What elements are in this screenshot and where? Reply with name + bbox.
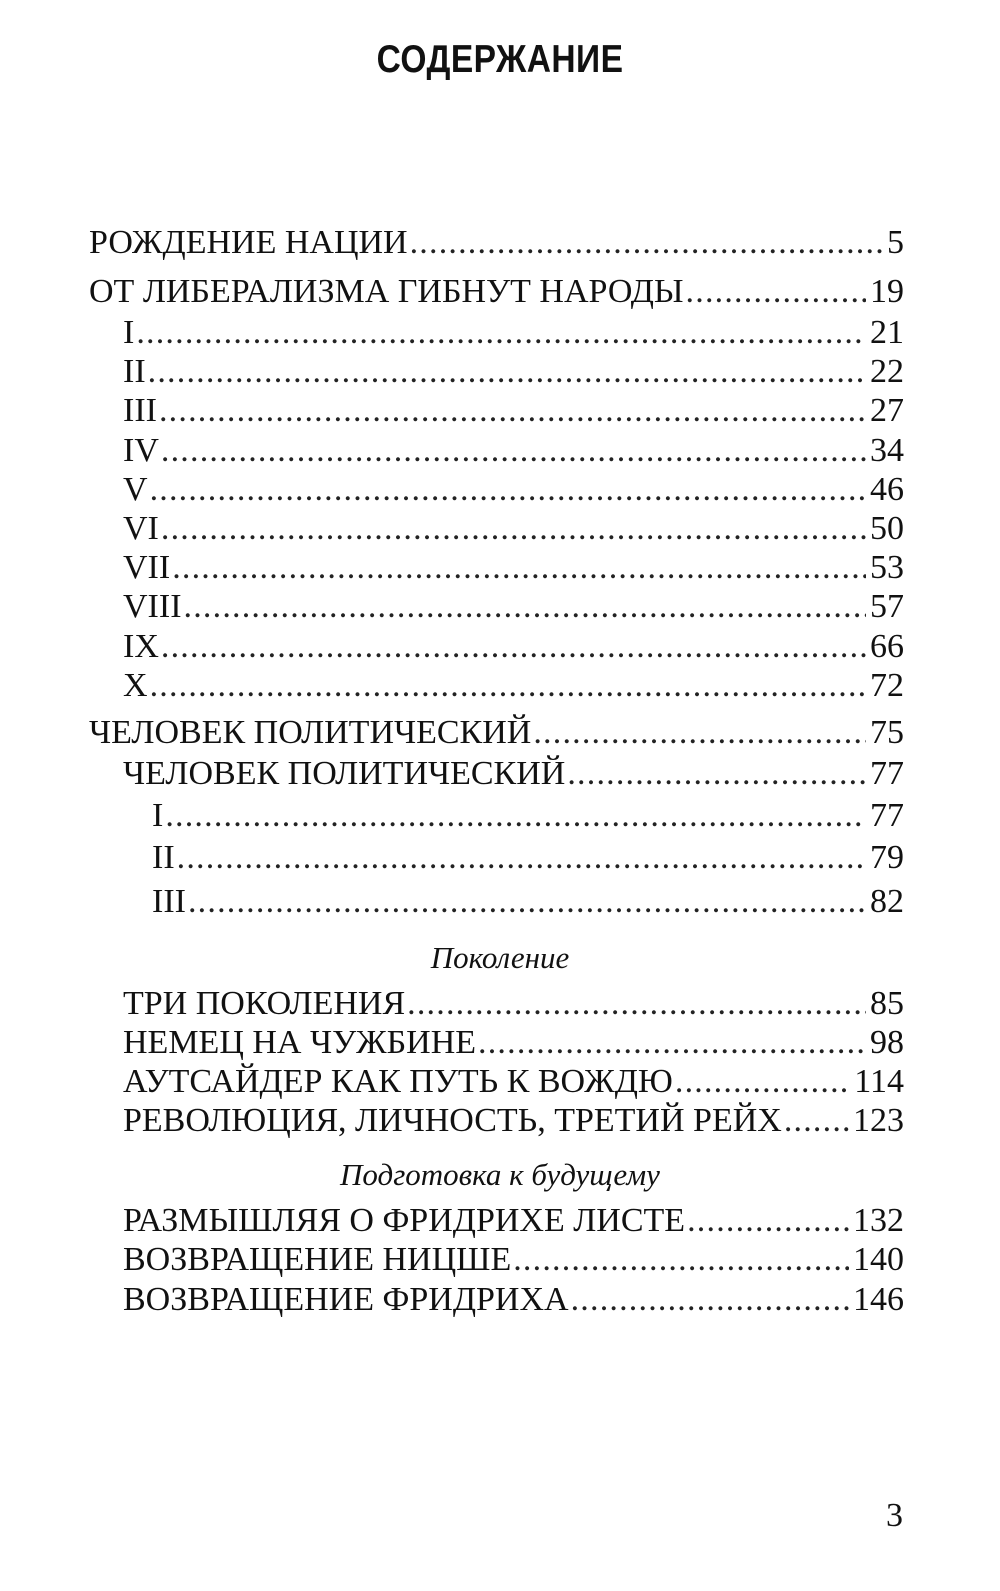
toc-entry[interactable]	[89, 270, 904, 314]
toc-entry-label: РЕВОЛЮЦИЯ, ЛИЧНОСТЬ, ТРЕТИЙ РЕЙХ	[123, 1102, 782, 1139]
dot-leader	[513, 1238, 849, 1282]
toc-entry-page: 75	[870, 714, 904, 751]
page-number: 3	[886, 1497, 903, 1534]
toc-entry-page: 21	[870, 314, 904, 351]
toc-entry-label: РАЗМЫШЛЯЯ О ФРИДРИХЕ ЛИСТЕ	[123, 1202, 686, 1239]
toc-entry-label: I	[152, 797, 164, 834]
toc-entry-page: 5	[887, 224, 904, 261]
page-title: СОДЕРЖАНИЕ	[376, 38, 624, 81]
toc-entry[interactable]	[123, 1238, 904, 1282]
toc-entry[interactable]	[123, 507, 904, 551]
toc-entry-page: 77	[870, 755, 904, 792]
dot-leader	[184, 585, 866, 629]
toc-entry[interactable]	[123, 625, 904, 669]
toc-entry[interactable]	[152, 836, 904, 880]
toc-entry-label: X	[123, 667, 148, 704]
toc-entry[interactable]	[123, 1021, 904, 1065]
toc-entry-label: V	[123, 471, 148, 508]
toc-entry-label: ВОЗВРАЩЕНИЕ НИЦШЕ	[123, 1241, 512, 1278]
toc-entry-page: 132	[853, 1202, 904, 1239]
dot-leader	[686, 270, 866, 314]
dot-leader	[533, 711, 866, 755]
toc-entry[interactable]	[123, 429, 904, 473]
toc-entry-page: 77	[870, 797, 904, 834]
toc-entry[interactable]	[123, 1060, 904, 1104]
toc-entry[interactable]	[123, 1278, 904, 1322]
section-heading: Подготовка к будущему	[340, 1157, 660, 1192]
toc-entry[interactable]	[123, 752, 904, 796]
toc-entry[interactable]	[123, 389, 904, 433]
toc-entry-label: ЧЕЛОВЕК ПОЛИТИЧЕСКИЙ	[89, 714, 532, 751]
dot-leader	[161, 507, 866, 551]
toc-entry-label: VIII	[123, 588, 182, 625]
toc-entry[interactable]	[123, 1199, 904, 1243]
toc-entry-page: 19	[870, 273, 904, 310]
dot-leader	[159, 389, 866, 433]
dot-leader	[161, 429, 866, 473]
toc-entry[interactable]	[123, 982, 904, 1026]
toc-entry-label: ЧЕЛОВЕК ПОЛИТИЧЕСКИЙ	[123, 755, 566, 792]
dot-leader	[150, 468, 866, 512]
toc-entry-label: VII	[123, 549, 171, 586]
toc-entry-page: 79	[870, 839, 904, 876]
dot-leader	[150, 664, 866, 708]
dot-leader	[478, 1021, 866, 1065]
toc-entry[interactable]	[123, 664, 904, 708]
toc-entry-page: 82	[870, 883, 904, 920]
toc-entry[interactable]	[123, 350, 904, 394]
toc-entry-label: III	[123, 392, 157, 429]
toc-entry-label: VI	[123, 510, 159, 547]
toc-entry[interactable]	[123, 311, 904, 355]
toc-entry[interactable]	[152, 794, 904, 838]
toc-entry-label: ТРИ ПОКОЛЕНИЯ	[123, 985, 406, 1022]
dot-leader	[410, 221, 883, 265]
toc-entry-page: 114	[854, 1063, 904, 1100]
toc-entry-label: IX	[123, 628, 159, 665]
toc-entry-page: 85	[870, 985, 904, 1022]
section-heading: Поколение	[430, 940, 570, 975]
dot-leader	[784, 1099, 849, 1143]
toc-entry-label: ОТ ЛИБЕРАЛИЗМА ГИБНУТ НАРОДЫ	[89, 273, 684, 310]
dot-leader	[177, 836, 866, 880]
toc-entry-page: 53	[870, 549, 904, 586]
toc-entry-label: II	[152, 839, 175, 876]
toc-entry-page: 57	[870, 588, 904, 625]
dot-leader	[165, 794, 866, 838]
dot-leader	[675, 1060, 850, 1104]
dot-leader	[148, 350, 866, 394]
toc-entry-label: IV	[123, 432, 159, 469]
dot-leader	[571, 1278, 849, 1322]
dot-leader	[188, 880, 866, 924]
toc-entry-label: II	[123, 353, 146, 390]
toc-entry-label: РОЖДЕНИЕ НАЦИИ	[89, 224, 408, 261]
toc-entry-page: 50	[870, 510, 904, 547]
toc-entry[interactable]	[152, 880, 904, 924]
dot-leader	[407, 982, 866, 1026]
toc-entry-page: 34	[870, 432, 904, 469]
toc-entry-page: 98	[870, 1024, 904, 1061]
toc-entry[interactable]	[89, 711, 904, 755]
dot-leader	[136, 311, 866, 355]
toc-entry[interactable]	[123, 1099, 904, 1143]
dot-leader	[161, 625, 866, 669]
toc-entry-page: 72	[870, 667, 904, 704]
toc-entry-label: АУТСАЙДЕР КАК ПУТЬ К ВОЖДЮ	[123, 1063, 673, 1100]
toc-entry-page: 27	[870, 392, 904, 429]
toc-entry-label: III	[152, 883, 186, 920]
toc-entry-label: НЕМЕЦ НА ЧУЖБИНЕ	[123, 1024, 477, 1061]
toc-entry-page: 146	[853, 1281, 904, 1318]
toc-entry-label: ВОЗВРАЩЕНИЕ ФРИДРИХА	[123, 1281, 569, 1318]
toc-entry[interactable]	[89, 221, 904, 265]
toc-entry[interactable]	[123, 546, 904, 590]
toc-entry-label: I	[123, 314, 135, 351]
toc-entry-page: 140	[853, 1241, 904, 1278]
toc-entry-page: 22	[870, 353, 904, 390]
toc-entry-page: 66	[870, 628, 904, 665]
toc-entry[interactable]	[123, 585, 904, 629]
toc-entry-page: 46	[870, 471, 904, 508]
dot-leader	[687, 1199, 849, 1243]
dot-leader	[172, 546, 866, 590]
toc-entry-page: 123	[853, 1102, 904, 1139]
toc-entry[interactable]	[123, 468, 904, 512]
dot-leader	[567, 752, 866, 796]
